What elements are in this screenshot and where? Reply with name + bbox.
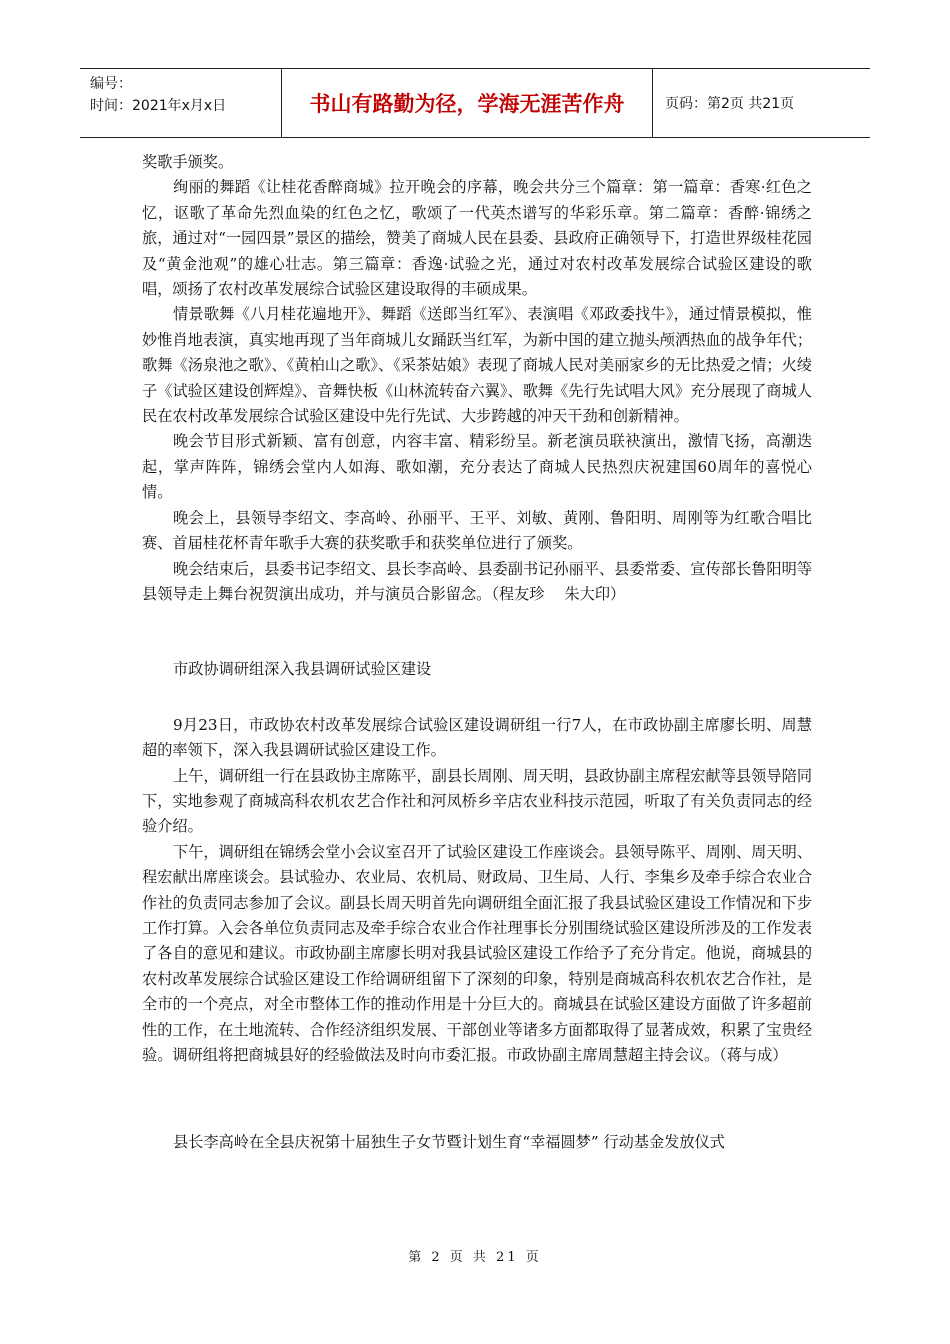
header-motto: 书山有路勤为径，学海无涯苦作舟 bbox=[282, 69, 653, 137]
paragraph: 晚会结束后，县委书记李绍文、县长李高岭、县委副书记孙丽平、县委常委、宣传部长鲁阳明等县领导走上舞台祝贺演出成功，并与演员合影留念。（程友珍 朱大印） bbox=[142, 559, 812, 603]
paragraph: 晚会节目形式新颖、富有创意，内容丰富、精彩纷呈。新老演员联袂演出，激情飞扬，高潮迭起，掌声阵阵，锦绣会堂内人如海、歌如潮，充分表达了商城人民热烈庆祝建国60周年的喜悦心情。 bbox=[142, 432, 812, 502]
page-header bbox=[80, 68, 870, 138]
document-time: 时间：2021年x月x日 bbox=[90, 98, 227, 114]
paragraph: 下午，调研组在锦绣会堂小会议室召开了试验区建设工作座谈会。县领导陈平、周刚、周天明、程宏献出席座谈会。县试验办、农业局、农机局、财政局、卫生局、人行、李集乡及牵手综合农业合作社的负责同志参加了会议。副县长周天明首先向调研组全面汇报了我县试验区建设工作情况和下步工作打算。入会各单位负责同志及牵手综合农业合作社理事长分别围绕试验区建设所涉及的工作发表了各自的意见和建议。市政协副主席廖长明对我县试验区建设工作给予了充分肯定。他说，商城县的农村改革发展综合试验区建设工作给调研组留下了深刻的印象，特别是商城高科农机农艺合作社，是全市的一个亮点，对全市整体工作的推动作用是十分巨大的。商城县在试验区建设方面做了许多超前性的工作，在土地流转、合作经济组织发展、干部创业等诸多方面都取得了显著成效，积累了宝贵经验。调研组将把商城县好的经验做法及时向市委汇报。市政协副主席周慧超主持会议。（蒋与成） bbox=[142, 842, 812, 1064]
paragraph: 绚丽的舞蹈《让桂花香醉商城》拉开晚会的序幕，晚会共分三个篇章：第一篇章：香寒·红色之忆，讴歌了革命先烈血染的红色之忆，歌颂了一代英杰谱写的华彩乐章。第二篇章：香醉·锦绣之旅，通过对“一园四景”景区的描绘，赞美了商城人民在县委、县政府正确领导下，打造世界级桂花园及“黄金池观”的雄心壮志。第三篇章：香逸·试验之光，通过对农村改革发展综合试验区建设的歌唱，颂扬了农村改革发展综合试验区建设取得的丰硕成果。 bbox=[142, 178, 812, 299]
article-heading: 县长李高岭在全县庆祝第十届独生子女节暨计划生育“幸福圆梦” 行动基金发放仪式 bbox=[173, 1133, 725, 1152]
article-heading: 市政协调研组深入我县调研试验区建设 bbox=[173, 660, 432, 679]
paragraph: 情景歌舞《八月桂花遍地开》、舞蹈《送郎当红军》、表演唱《邓政委找牛》，通过情景模拟，惟妙惟肖地表演，真实地再现了当年商城儿女踊跃当红军，为新中国的建立抛头颅洒热血的战争年代；歌舞《汤泉池之歌》、《黄柏山之歌》、《采茶姑娘》表现了商城人民对美丽家乡的无比热爱之情；火绫子《试验区建设创辉煌》、音舞快板《山林流转奋六翼》、歌舞《先行先试唱大风》充分展现了商城人民在农村改革发展综合试验区建设中先行先试、大步跨越的冲天干劲和创新精神。 bbox=[142, 305, 812, 426]
header-page-number: 页码：第2页 共21页 bbox=[665, 96, 795, 112]
paragraph: 9月23日，市政协农村改革发展综合试验区建设调研组一行7人，在市政协副主席廖长明、周慧超的率领下，深入我县调研试验区建设工作。 bbox=[142, 715, 812, 760]
header-meta bbox=[80, 69, 282, 137]
document-body bbox=[142, 150, 812, 1156]
paragraph: 上午，调研组一行在县政协主席陈平，副县长周刚、周天明，县政协副主席程宏献等县领导陪同下，实地参观了商城高科农机农艺合作社和河凤桥乡辛店农业科技示范园，听取了有关负责同志的经验介绍。 bbox=[142, 766, 812, 836]
document-number: 编号： bbox=[90, 76, 132, 92]
page-footer: 第 2 页 共 21 页 bbox=[408, 1250, 542, 1265]
paragraph: 奖歌手颁奖。 bbox=[142, 153, 234, 171]
paragraph: 晚会上，县领导李绍文、李高岭、孙丽平、王平、刘敏、黄刚、鲁阳明、周刚等为红歌合唱比赛、首届桂花杯青年歌手大赛的获奖歌手和获奖单位进行了颁奖。 bbox=[142, 508, 812, 553]
